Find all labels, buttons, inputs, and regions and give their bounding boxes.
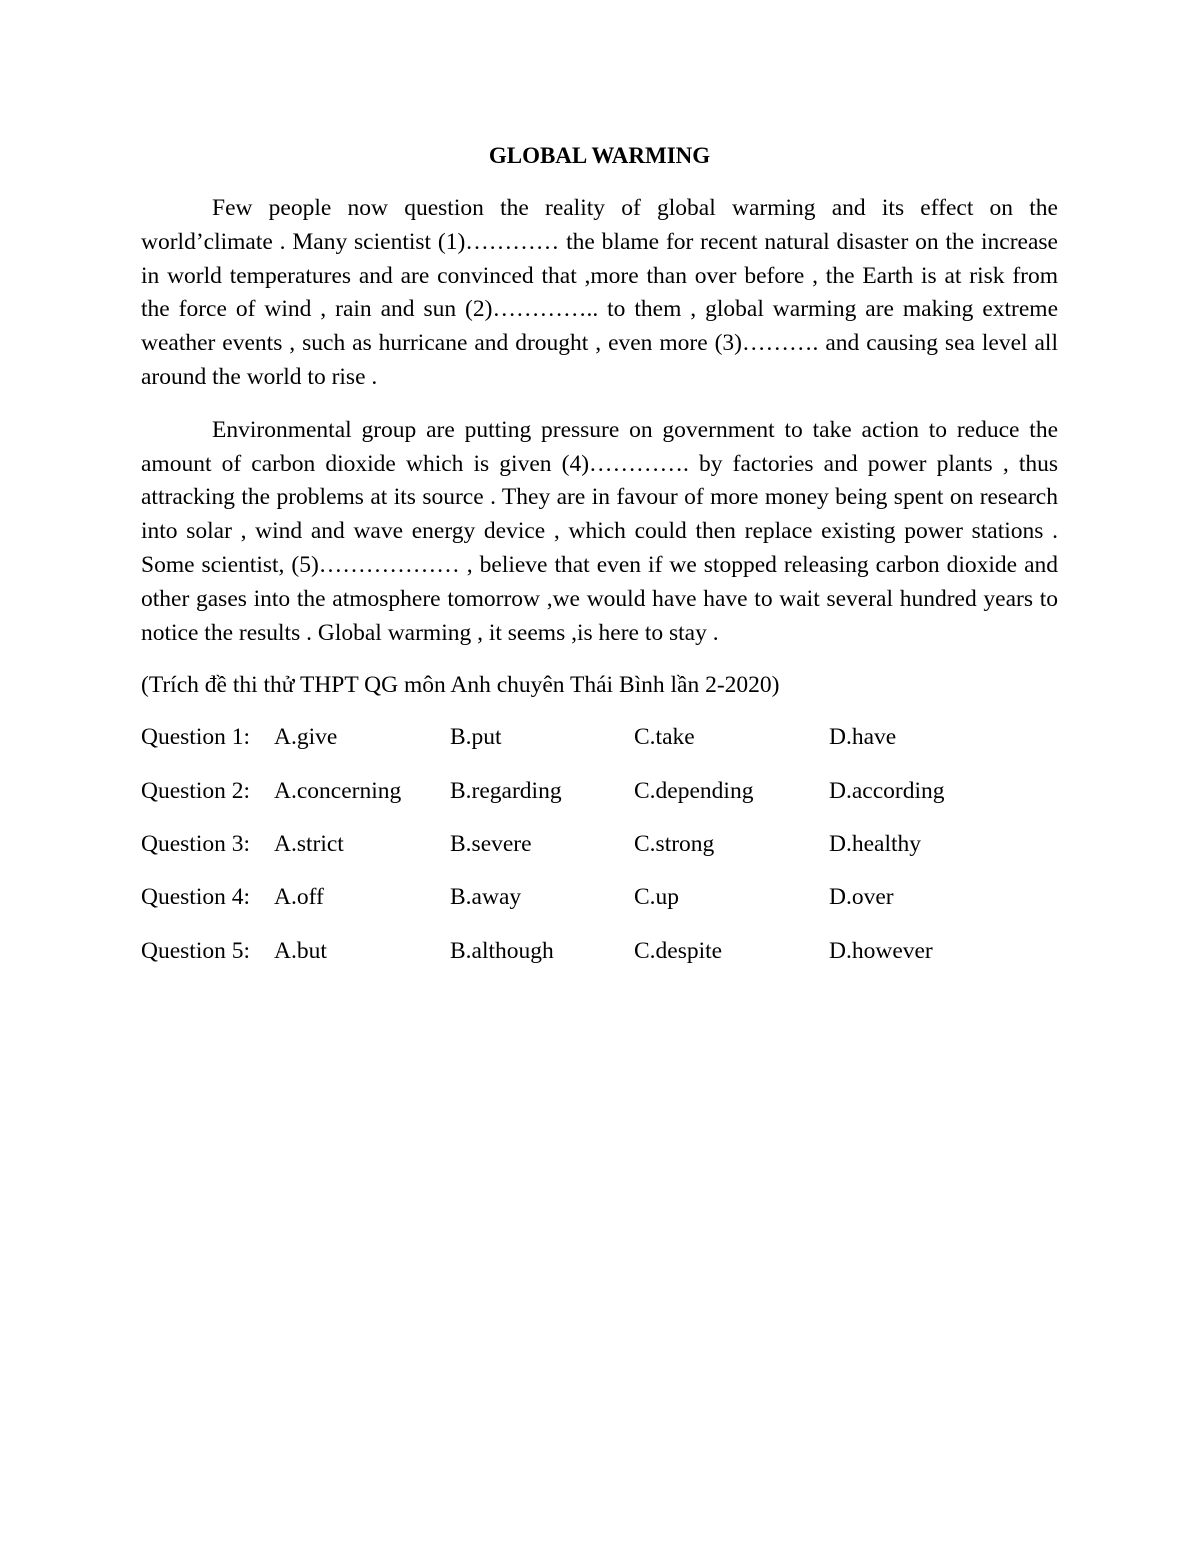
option-b: B.although [450, 937, 554, 964]
question-row-2 [141, 775, 1058, 808]
option-a: A.strict [274, 830, 344, 857]
question-list [141, 721, 1058, 967]
option-a: A.off [274, 884, 324, 911]
question-row-4 [141, 881, 1058, 914]
option-c: C.strong [634, 830, 715, 857]
option-c: C.depending [634, 777, 754, 804]
question-label: Question 4: [141, 884, 251, 911]
option-d: D.healthy [829, 830, 922, 857]
paragraph-2: Environmental group are putting pressure on government to take action to reduce the amount of carbon dioxide which is given (4)…………. by factories and power plants , thus attracking the problems at its source . They are in favour of more money being spent on research into solar , wind and wave energy device , which could then replace existing power stations . Some scientist, (5)……………… , believe that even if we stopped releasing carbon dioxide and other gases into the atmosphere tomorrow ,we would have have to wait several hundred years to notice the results . Global warming , it seems ,is here to stay . [141, 416, 1058, 646]
option-b: B.away [450, 884, 522, 911]
option-d: D.over [829, 884, 894, 911]
question-label: Question 1: [141, 724, 251, 751]
paragraph-1: Few people now question the reality of global warming and its effect on the world’climate . Many scientist (1)………… the blame for recent natural disaster on the increase in world temperatures and are convinced that ,more than over before , the Earth is at risk from the force of wind , rain and sun (2)………….. to them , global warming are making extreme weather events , such as hurricane and drought , even more (3)………. and causing sea level all around the world to rise . [141, 195, 1058, 390]
source-note: (Trích đề thi thử THPT QG môn Anh chuyên Thái Bình lần 2-2020) [141, 672, 780, 699]
option-b: B.regarding [450, 777, 562, 804]
document-page [141, 140, 1058, 988]
question-row-1 [141, 721, 1058, 754]
option-a: A.but [274, 937, 327, 964]
option-c: C.take [634, 724, 695, 751]
option-a: A.give [274, 724, 338, 751]
option-c: C.up [634, 884, 680, 911]
option-c: C.despite [634, 937, 723, 964]
option-b: B.severe [450, 830, 532, 857]
question-row-3 [141, 828, 1058, 861]
option-d: D.however [829, 937, 933, 964]
question-row-5 [141, 935, 1058, 968]
question-label: Question 3: [141, 830, 251, 857]
question-label: Question 2: [141, 777, 251, 804]
option-d: D.have [829, 724, 897, 751]
document-title: GLOBAL WARMING [488, 143, 711, 168]
option-d: D.according [829, 777, 945, 804]
option-a: A.concerning [274, 777, 402, 804]
option-b: B.put [450, 724, 502, 751]
question-label: Question 5: [141, 937, 251, 964]
